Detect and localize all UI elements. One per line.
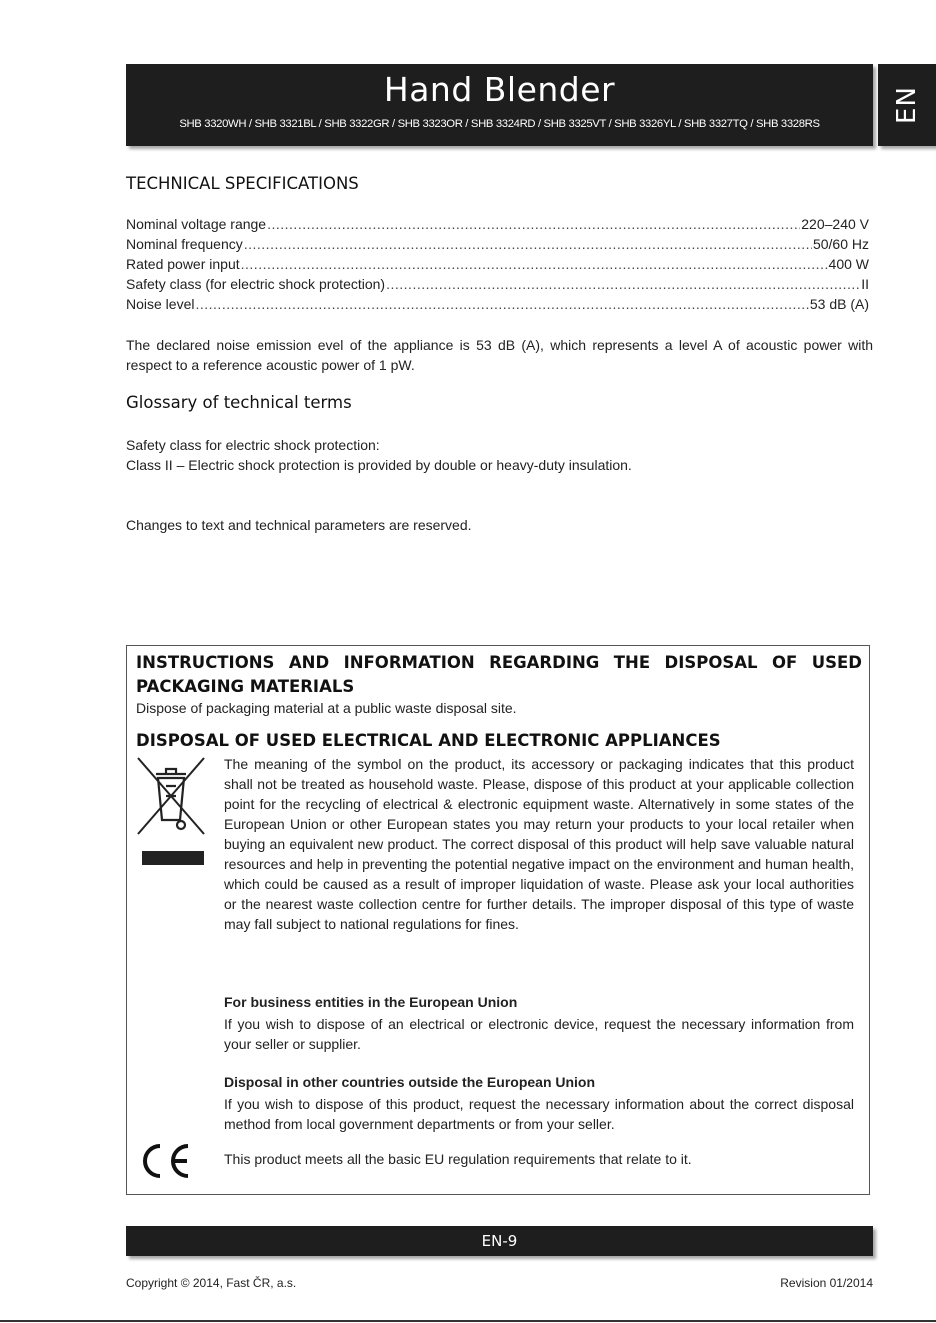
changes-note: Changes to text and technical parameters are reserved. bbox=[126, 517, 472, 533]
crossed-out-bin-icon bbox=[136, 756, 206, 838]
weee-underline-bar bbox=[142, 851, 204, 865]
packaging-heading-line-1: INSTRUCTIONS AND INFORMATION REGARDING THE DISPOSAL OF USED bbox=[136, 653, 862, 672]
packaging-disposal-text: Dispose of packaging material at a public waste disposal site. bbox=[136, 700, 517, 716]
language-tab bbox=[878, 64, 936, 146]
spec-label: Safety class (for electric shock protection) bbox=[126, 276, 386, 292]
technical-specifications-heading: TECHNICAL SPECIFICATIONS bbox=[126, 174, 359, 193]
business-heading: For business entities in the European Union bbox=[224, 994, 518, 1010]
spec-value: 50/60 Hz bbox=[812, 236, 869, 252]
packaging-heading-line-2: PACKAGING MATERIALS bbox=[136, 677, 355, 696]
leader-dots bbox=[267, 216, 800, 232]
spec-row-safety-class bbox=[126, 276, 869, 296]
spec-label: Noise level bbox=[126, 296, 195, 312]
copyright: Copyright © 2014, Fast ČR, a.s. bbox=[126, 1276, 297, 1290]
revision: Revision 01/2014 bbox=[780, 1276, 873, 1290]
spec-value: 400 W bbox=[828, 256, 869, 272]
spec-list bbox=[126, 216, 869, 316]
page-number: EN-9 bbox=[481, 1232, 518, 1250]
leader-dots bbox=[195, 296, 808, 312]
spec-value: 220–240 V bbox=[801, 216, 869, 232]
noise-note: The declared noise emission evel of the appliance is 53 dB (A), which represents a level A of acoustic power with respect to a reference acoustic power of 1 pW. bbox=[126, 337, 873, 373]
disposal-info-box bbox=[126, 645, 870, 1195]
business-text: If you wish to dispose of an electrical or electronic device, request the necessary information from your seller or supplier. bbox=[224, 1016, 854, 1052]
spec-row-power bbox=[126, 256, 869, 276]
leader-dots bbox=[386, 276, 860, 292]
packaging-disposal-heading bbox=[136, 651, 862, 699]
page-number-bar bbox=[126, 1226, 873, 1256]
glossary-heading: Glossary of technical terms bbox=[126, 393, 352, 412]
leader-dots bbox=[244, 236, 812, 252]
weee-heading: DISPOSAL OF USED ELECTRICAL AND ELECTRONIC APPLIANCES bbox=[136, 731, 721, 750]
other-countries-text: If you wish to dispose of this product, request the necessary information about the correct disposal method from local government departments or from your seller. bbox=[224, 1096, 854, 1132]
glossary-line-1: Safety class for electric shock protection: bbox=[126, 437, 380, 453]
other-countries-heading: Disposal in other countries outside the European Union bbox=[224, 1074, 596, 1090]
spec-label: Nominal frequency bbox=[126, 236, 243, 252]
language-code: EN bbox=[892, 86, 922, 124]
spec-row-voltage bbox=[126, 216, 869, 236]
spec-label: Nominal voltage range bbox=[126, 216, 267, 232]
header-banner bbox=[126, 64, 873, 146]
weee-text: The meaning of the symbol on the product, its accessory or packaging indicates that this product shall not be treated as household waste. Please, dispose of this product at your applicable collection point for the recycling of electrical & electronic equipment waste. Alternatively in some states of the European Union or other European states you may return your products to your local retailer when buying an equivalent new product. The correct disposal of this product will help save valuable natural resources and help in preventing the potential negative impact on the environment and human health, which could be caused as a result of improper liquidation of waste. Please ask your local authorities or the nearest waste collection centre for further details. The improper disposal of this type of waste may fall subject to national regulations for fines. bbox=[224, 756, 854, 932]
model-list: SHB 3320WH / SHB 3321BL / SHB 3322GR / SHB 3323OR / SHB 3324RD / SHB 3325VT / SHB 3326YL / SHB 3327TQ / SHB 3328RS bbox=[179, 118, 820, 130]
spec-row-frequency bbox=[126, 236, 869, 256]
ce-text: This product meets all the basic EU regulation requirements that relate to it. bbox=[224, 1151, 692, 1167]
ce-mark-icon bbox=[136, 1143, 192, 1179]
spec-label: Rated power input bbox=[126, 256, 240, 272]
glossary-line-2: Class II – Electric shock protection is provided by double or heavy-duty insulation. bbox=[126, 457, 632, 473]
spec-value: 53 dB (A) bbox=[809, 296, 869, 312]
spec-value: II bbox=[861, 276, 869, 292]
bottom-rule bbox=[0, 1320, 936, 1322]
leader-dots bbox=[241, 256, 828, 272]
document-title: Hand Blender bbox=[383, 70, 616, 109]
spec-row-noise bbox=[126, 296, 869, 316]
